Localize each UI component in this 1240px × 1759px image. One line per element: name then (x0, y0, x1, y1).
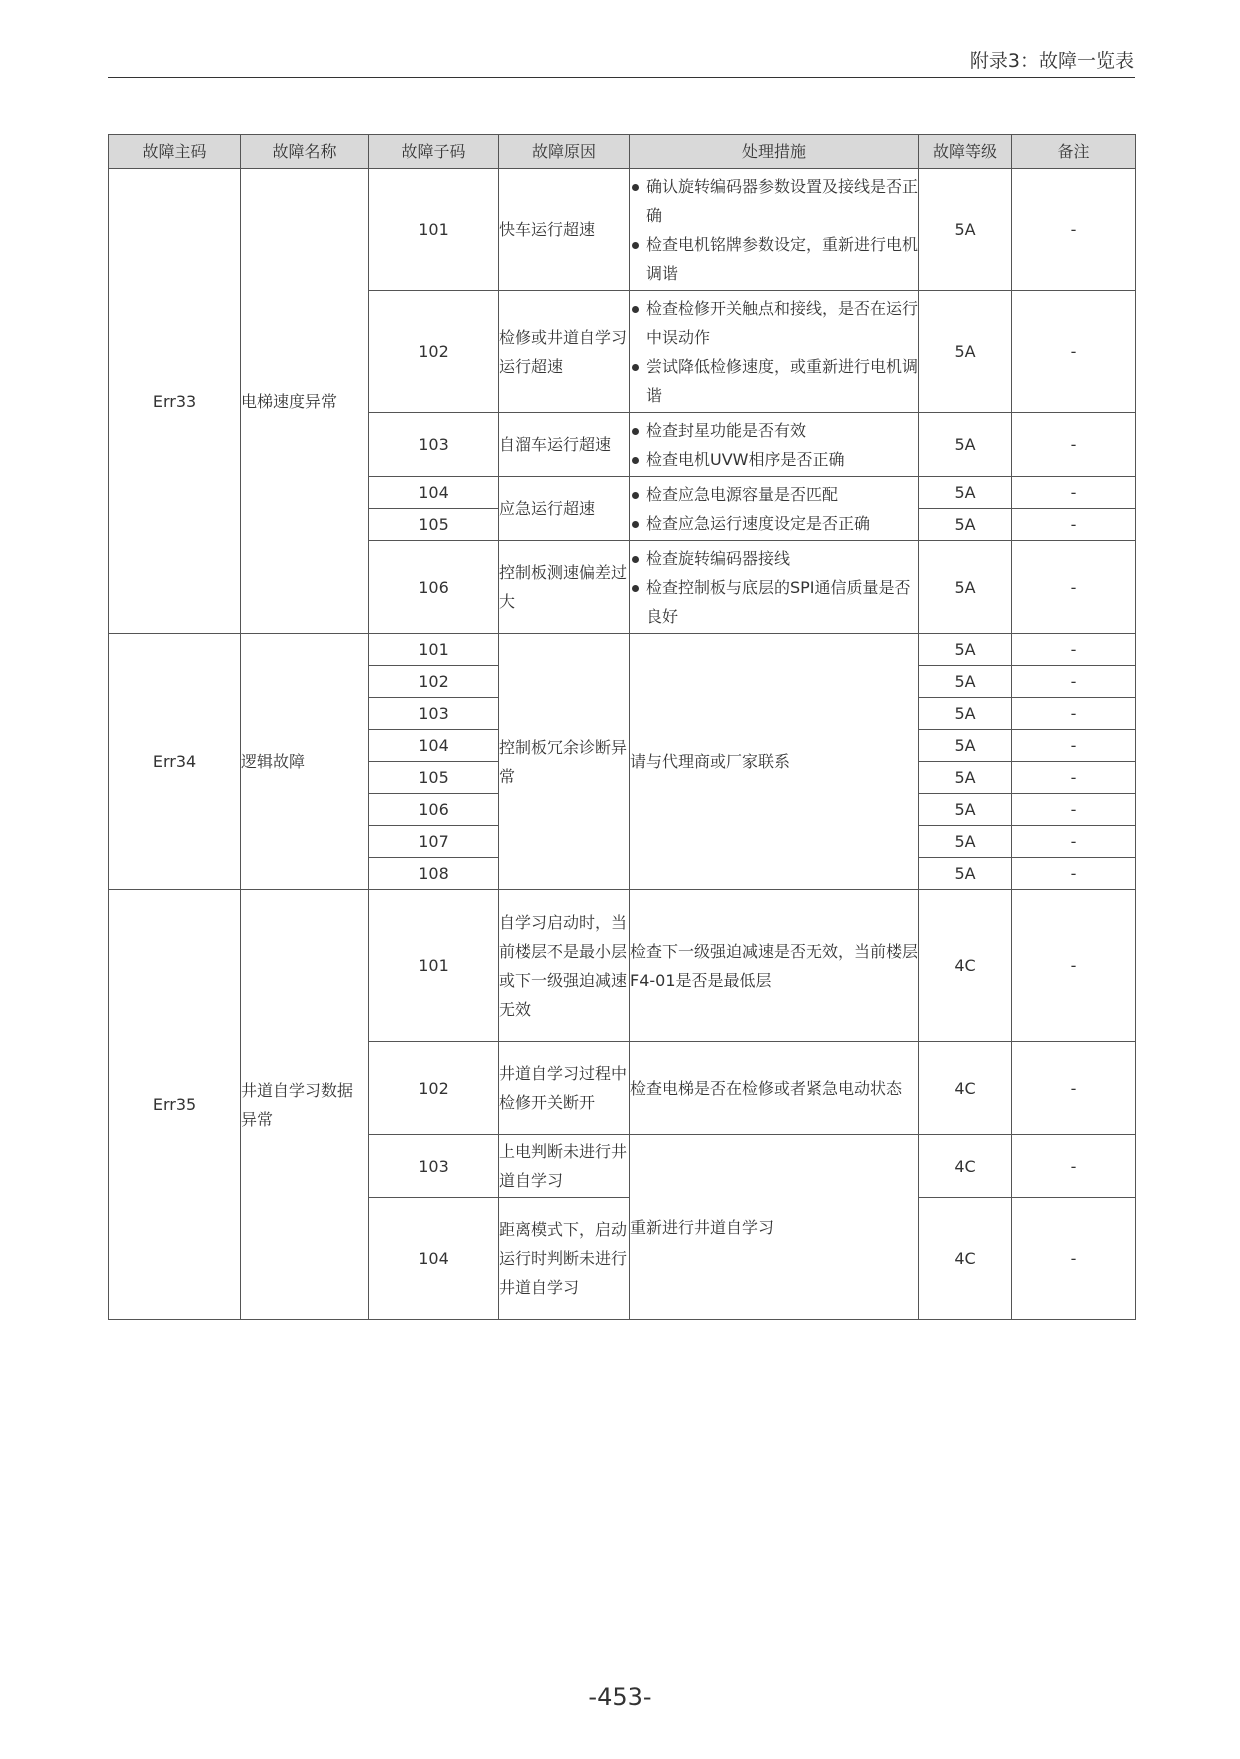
action-list (630, 480, 918, 538)
table-row (109, 169, 1136, 291)
note-cell: - (1012, 730, 1136, 762)
action-item: 检查应急电源容量是否匹配 (630, 480, 918, 509)
action-cell: 重新进行井道自学习 (630, 1135, 919, 1320)
section-title: 附录3：故障一览表 (969, 50, 1134, 72)
sub-code-cell: 104 (369, 477, 499, 509)
main-code-cell: Err34 (109, 634, 241, 890)
level-cell: 5A (919, 794, 1012, 826)
note-cell: - (1012, 1042, 1136, 1135)
sub-code-cell: 102 (369, 1042, 499, 1135)
note-cell: - (1012, 1198, 1136, 1320)
level-cell: 4C (919, 1135, 1012, 1198)
cause-cell: 控制板冗余诊断异常 (499, 634, 630, 890)
sub-code-cell: 103 (369, 1135, 499, 1198)
note-cell: - (1012, 509, 1136, 541)
action-list (630, 172, 918, 288)
note-cell: - (1012, 890, 1136, 1042)
header-level: 故障等级 (919, 135, 1012, 169)
action-item: 检查电机UVW相序是否正确 (630, 445, 918, 474)
action-item: 检查检修开关触点和接线，是否在运行中误动作 (630, 294, 918, 352)
action-cell: 请与代理商或厂家联系 (630, 634, 919, 890)
cause-cell: 快车运行超速 (499, 169, 630, 291)
note-cell: - (1012, 477, 1136, 509)
cause-cell: 自溜车运行超速 (499, 413, 630, 477)
note-cell: - (1012, 794, 1136, 826)
action-cell: 检查下一级强迫减速是否无效，当前楼层F4-01是否是最低层 (630, 890, 919, 1042)
page-number: -453- (588, 1683, 652, 1711)
cause-cell: 控制板测速偏差过大 (499, 541, 630, 634)
sub-code-cell: 101 (369, 634, 499, 666)
sub-code-cell: 105 (369, 762, 499, 794)
sub-code-cell: 103 (369, 413, 499, 477)
note-cell: - (1012, 762, 1136, 794)
action-cell (630, 477, 919, 541)
action-item: 检查封星功能是否有效 (630, 416, 918, 445)
note-cell: - (1012, 858, 1136, 890)
header-action: 处理措施 (630, 135, 919, 169)
note-cell: - (1012, 666, 1136, 698)
level-cell: 5A (919, 858, 1012, 890)
table-header-row (109, 135, 1136, 169)
cause-cell: 检修或井道自学习运行超速 (499, 291, 630, 413)
sub-code-cell: 102 (369, 666, 499, 698)
cause-cell: 井道自学习过程中检修开关断开 (499, 1042, 630, 1135)
action-list (630, 416, 918, 474)
note-cell: - (1012, 541, 1136, 634)
main-code-cell: Err33 (109, 169, 241, 634)
sub-code-cell: 104 (369, 730, 499, 762)
action-item: 检查电机铭牌参数设定，重新进行电机调谐 (630, 230, 918, 288)
level-cell: 4C (919, 1198, 1012, 1320)
action-item: 检查控制板与底层的SPI通信质量是否良好 (630, 573, 918, 631)
level-cell: 5A (919, 634, 1012, 666)
note-cell: - (1012, 634, 1136, 666)
sub-code-cell: 106 (369, 541, 499, 634)
level-cell: 5A (919, 291, 1012, 413)
fault-name-cell: 井道自学习数据异常 (241, 890, 369, 1320)
level-cell: 5A (919, 762, 1012, 794)
level-cell: 5A (919, 477, 1012, 509)
sub-code-cell: 101 (369, 169, 499, 291)
sub-code-cell: 102 (369, 291, 499, 413)
sub-code-cell: 103 (369, 698, 499, 730)
action-cell: 检查电梯是否在检修或者紧急电动状态 (630, 1042, 919, 1135)
action-item: 确认旋转编码器参数设置及接线是否正确 (630, 172, 918, 230)
header-divider (108, 77, 1135, 78)
sub-code-cell: 108 (369, 858, 499, 890)
level-cell: 4C (919, 890, 1012, 1042)
level-cell: 5A (919, 666, 1012, 698)
action-item: 检查旋转编码器接线 (630, 544, 918, 573)
note-cell: - (1012, 413, 1136, 477)
table-row (109, 890, 1136, 1042)
sub-code-cell: 101 (369, 890, 499, 1042)
note-cell: - (1012, 826, 1136, 858)
level-cell: 5A (919, 826, 1012, 858)
header-main-code: 故障主码 (109, 135, 241, 169)
action-cell (630, 291, 919, 413)
header-note: 备注 (1012, 135, 1136, 169)
header-cause: 故障原因 (499, 135, 630, 169)
cause-cell: 应急运行超速 (499, 477, 630, 541)
header-fault-name: 故障名称 (241, 135, 369, 169)
action-list (630, 294, 918, 410)
note-cell: - (1012, 291, 1136, 413)
note-cell: - (1012, 698, 1136, 730)
level-cell: 4C (919, 1042, 1012, 1135)
sub-code-cell: 104 (369, 1198, 499, 1320)
fault-table (108, 134, 1136, 1320)
cause-cell: 自学习启动时，当前楼层不是最小层或下一级强迫减速无效 (499, 890, 630, 1042)
table-row (109, 634, 1136, 666)
level-cell: 5A (919, 698, 1012, 730)
action-item: 检查应急运行速度设定是否正确 (630, 509, 918, 538)
note-cell: - (1012, 169, 1136, 291)
header-sub-code: 故障子码 (369, 135, 499, 169)
cause-cell: 距离模式下，启动运行时判断未进行井道自学习 (499, 1198, 630, 1320)
main-code-cell: Err35 (109, 890, 241, 1320)
action-item: 尝试降低检修速度，或重新进行电机调谐 (630, 352, 918, 410)
cause-cell: 上电判断未进行井道自学习 (499, 1135, 630, 1198)
level-cell: 5A (919, 413, 1012, 477)
action-list (630, 544, 918, 631)
level-cell: 5A (919, 169, 1012, 291)
fault-name-cell: 逻辑故障 (241, 634, 369, 890)
sub-code-cell: 107 (369, 826, 499, 858)
action-cell (630, 169, 919, 291)
sub-code-cell: 105 (369, 509, 499, 541)
action-cell (630, 541, 919, 634)
level-cell: 5A (919, 730, 1012, 762)
level-cell: 5A (919, 509, 1012, 541)
note-cell: - (1012, 1135, 1136, 1198)
level-cell: 5A (919, 541, 1012, 634)
action-cell (630, 413, 919, 477)
sub-code-cell: 106 (369, 794, 499, 826)
fault-name-cell: 电梯速度异常 (241, 169, 369, 634)
